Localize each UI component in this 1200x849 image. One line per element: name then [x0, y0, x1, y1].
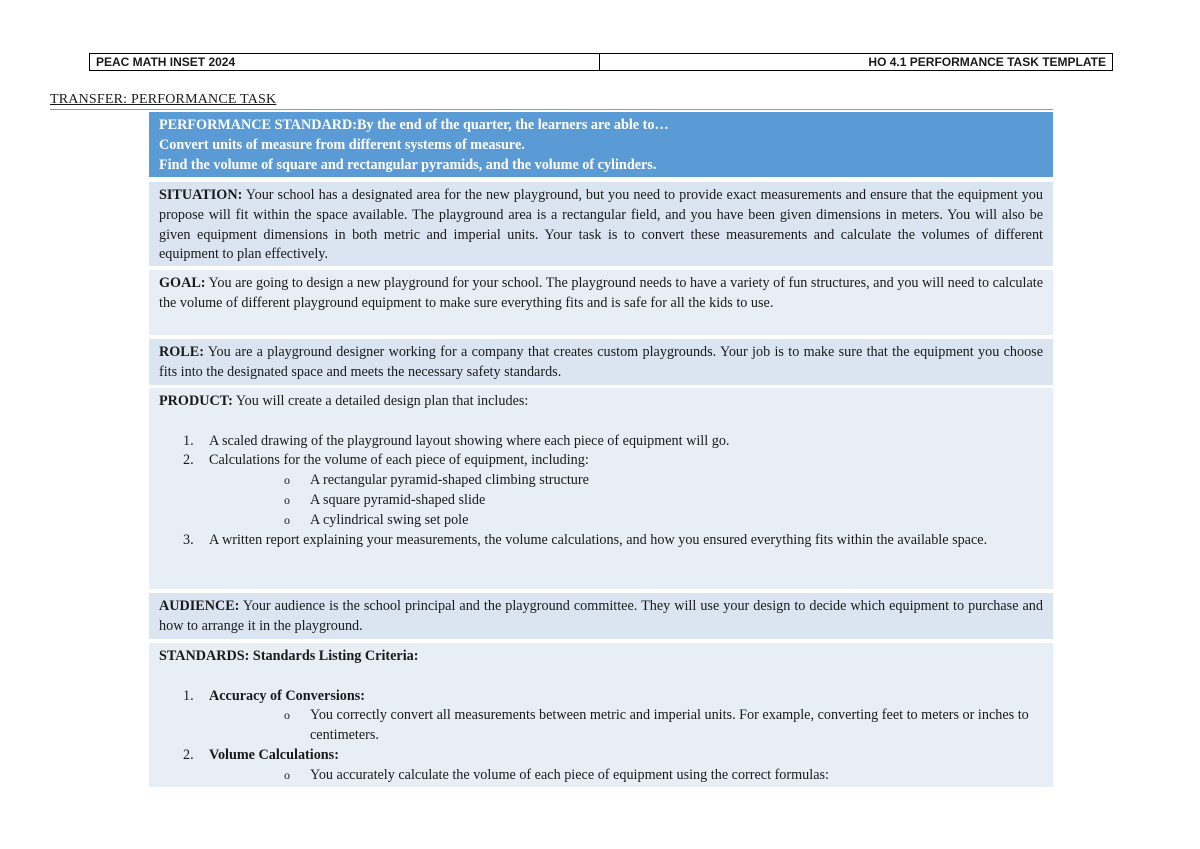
product-label: PRODUCT: [159, 393, 233, 409]
performance-standard-line-3: Find the volume of square and rectangular pyramids, and the volume of cylinders. [159, 156, 657, 173]
bullet-icon: o [284, 708, 290, 723]
criterion-heading: Accuracy of Conversions: [209, 687, 366, 704]
list-number: 2. [183, 452, 194, 469]
role-label: ROLE: [159, 344, 204, 360]
bullet-icon: o [284, 473, 290, 488]
sub-list-text: A square pyramid-shaped slide [310, 491, 486, 508]
list-item [159, 432, 1043, 452]
list-number: 3. [183, 531, 194, 548]
list-number: 1. [183, 432, 194, 449]
sub-list-text: A cylindrical swing set pole [310, 511, 469, 528]
role-text: You are a playground designer working for a company that creates custom playgrounds. Your job is to make sure that the equipment you choose fits into the designated space and meets the necessary safety standards. [159, 344, 1043, 380]
header-right-cell: HO 4.1 PERFORMANCE TASK TEMPLATE [868, 55, 1106, 69]
performance-standard-block [149, 112, 1053, 177]
sub-list-item [209, 706, 1043, 746]
list-item [159, 687, 1043, 746]
header-table [89, 53, 1113, 71]
situation-label: SITUATION: [159, 187, 243, 203]
list-item [159, 746, 1043, 786]
situation-text: Your school has a designated area for the new playground, but you need to provide exact measurements and ensure that the equipment you propose will fit within the space available. The playground area is a rectangular field, and you have been given dimensions in meters. You will also be given equipment dimensions in both metric and imperial units. Your task is to convert these measurements and calculate the volumes of different equipment to plan effectively. [159, 187, 1043, 263]
list-text: A scaled drawing of the playground layout showing where each piece of equipment will go. [209, 432, 730, 449]
bullet-icon: o [284, 492, 290, 507]
criterion-description: You accurately calculate the volume of each piece of equipment using the correct formulas: [310, 766, 829, 783]
criterion-sub-list [209, 766, 1043, 786]
performance-standard-line-1: PERFORMANCE STANDARD:By the end of the quarter, the learners are able to… [159, 117, 669, 133]
situation-block [149, 182, 1053, 266]
standards-block [149, 643, 1053, 787]
standards-list [159, 687, 1043, 786]
goal-text: You are going to design a new playground for your school. The playground needs to have a variety of fun structures, and you will need to calculate the volume of different playground equipment to make sure everything fits and is safe for all the kids to use. [159, 275, 1043, 311]
list-number: 2. [183, 746, 194, 763]
audience-text: Your audience is the school principal and the playground committee. They will use your design to decide which equipment to purchase and how to arrange it in the playground. [159, 598, 1043, 634]
criterion-description: You correctly convert all measurements between metric and imperial units. For example, converting feet to meters or inches to centimeters. [310, 707, 1029, 744]
performance-standard-line-2: Convert units of measure from different systems of measure. [159, 136, 525, 153]
goal-block [149, 270, 1053, 335]
goal-label: GOAL: [159, 275, 206, 291]
audience-label: AUDIENCE: [159, 598, 240, 614]
criterion-heading: Volume Calculations: [209, 746, 339, 763]
product-list [159, 432, 1043, 551]
role-block [149, 339, 1053, 385]
bullet-icon: o [284, 767, 290, 782]
criterion-sub-list [209, 706, 1043, 746]
sub-list-text: A rectangular pyramid-shaped climbing structure [310, 472, 589, 489]
product-intro: You will create a detailed design plan that includes: [232, 393, 529, 409]
product-sub-list [209, 471, 1043, 530]
audience-block [149, 593, 1053, 639]
standards-label: STANDARDS: Standards Listing Criteria: [159, 648, 419, 664]
sub-list-item [209, 766, 1043, 786]
document-title: TRANSFER: PERFORMANCE TASK [50, 92, 277, 107]
title-divider [50, 109, 1053, 110]
list-number: 1. [183, 687, 194, 704]
list-item [159, 451, 1043, 530]
sub-list-item [209, 511, 1043, 531]
list-text: A written report explaining your measurements, the volume calculations, and how you ensured everything fits within the available space. [209, 531, 988, 548]
list-text: Calculations for the volume of each piece of equipment, including: [209, 452, 589, 469]
bullet-icon: o [284, 512, 290, 527]
list-item [159, 531, 1043, 551]
product-block [149, 388, 1053, 589]
sub-list-item [209, 491, 1043, 511]
sub-list-item [209, 471, 1043, 491]
header-left-cell: PEAC MATH INSET 2024 [90, 54, 600, 70]
